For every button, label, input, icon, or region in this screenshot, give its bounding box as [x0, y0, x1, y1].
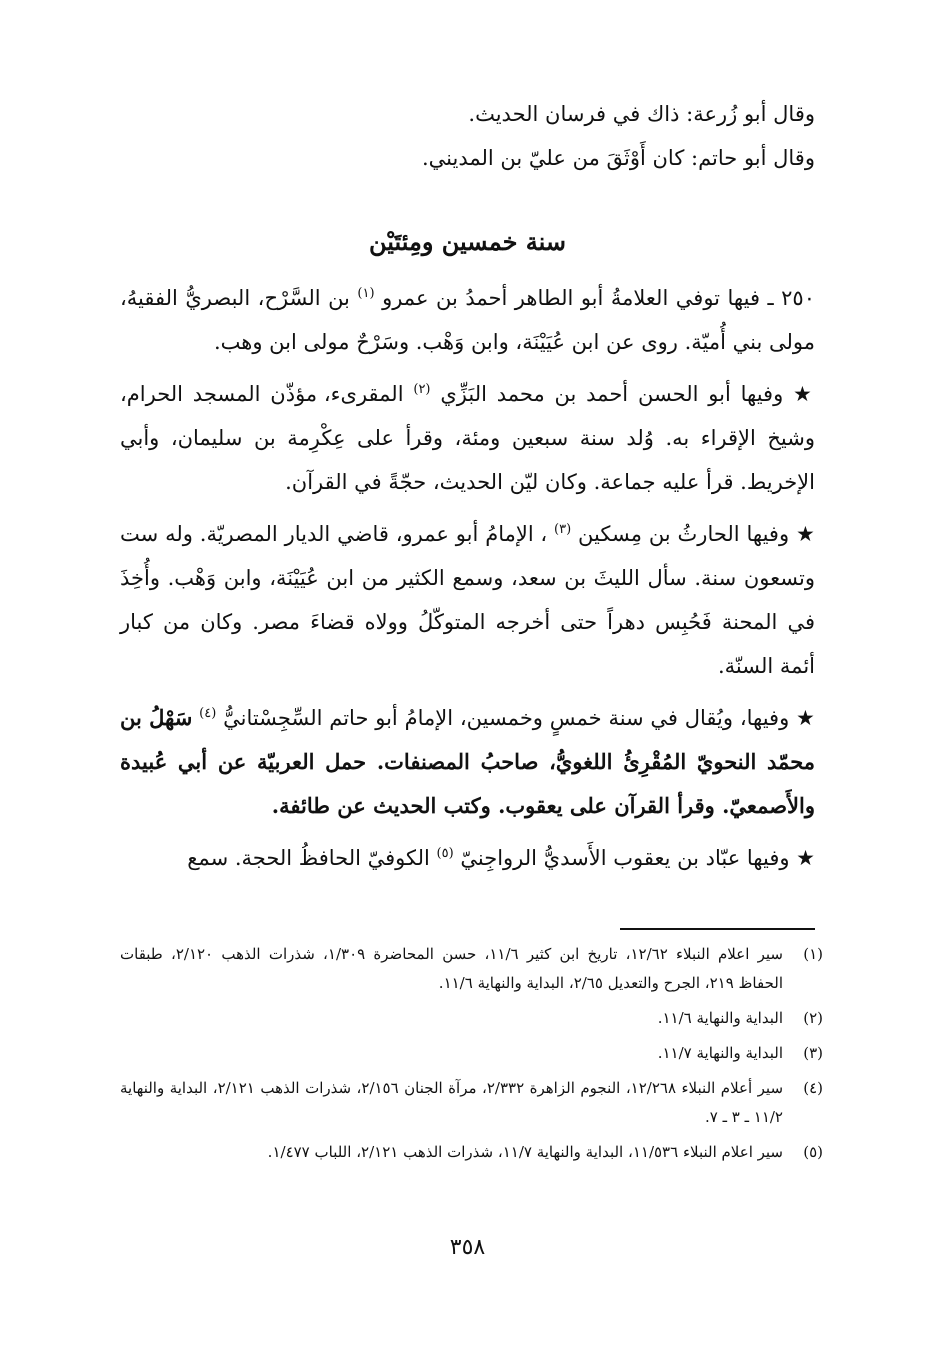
- footnote: [120, 1039, 823, 1068]
- footnote-ref: (٣): [554, 522, 572, 537]
- paragraph-text: ، الإمامُ أبو عمرو، قاضي الديار المصريّة. وله ست وتسعون سنة. سأل الليثَ بن سعد، وسمع الكثير من ابن عُيَيْنَة، وابن وَهْب. وأُخِذَ في المحنة فَحُبِس دهراً حتى أخرجه المتوكّلُ وولاه قضاءَ مصر. وكان من كبار أئمة السنّة.: [120, 522, 815, 678]
- footnote-text: سير اعلام النبلاء ١١/٥٣٦، البداية والنهاية ١١/٧، شذرات الذهب ٢/١٢١، اللباب ١/٤٧٧.: [267, 1143, 783, 1161]
- paragraph-text: ★ وفيها الحارثُ بن مِسكين: [578, 522, 815, 546]
- paragraph-harith: [120, 512, 815, 688]
- footnote-text: البداية والنهاية ١١/٧.: [657, 1044, 783, 1062]
- paragraph-entry-250: [120, 276, 815, 364]
- footnote-number: (٥): [803, 1143, 823, 1161]
- footnote: [120, 1138, 823, 1167]
- paragraph-text: الكوفيّ الحافظُ الحجة. سمع: [187, 846, 430, 870]
- paragraph-abbad: [120, 836, 815, 880]
- footnote: [120, 940, 823, 998]
- paragraph-text: سَهْلُ بن محمّد النحويّ المُقْرِئُ اللغويُّ، صاحبُ المصنفات. حمل العربيّة عن أبي عُبيدة والأَصمعيّ. وقرأ القرآن على يعقوب. وكتب الحديث عن طائفة.: [120, 705, 815, 818]
- footnote-text: سير أعلام النبلاء ١٢/٢٦٨، النجوم الزاهرة ٢/٣٣٢، مرآة الجنان ٢/١٥٦، شذرات الذهب ٢/١٢١، البداية والنهاية ١١/٢ ـ ٣ ـ ٧.: [120, 1079, 784, 1126]
- paragraph-text: ★ وفيها، ويُقال في سنة خمسٍ وخمسين، الإمامُ أبو حاتم السِّجِسْتانيُّ: [223, 706, 815, 730]
- footnote: [120, 1004, 823, 1033]
- footnote-number: (٣): [803, 1044, 823, 1062]
- footnote-ref: (١): [357, 286, 375, 301]
- footnote-number: (١): [803, 945, 823, 963]
- paragraph-text: المقرىء، مؤذّن المسجد الحرام، وشيخ الإقراء به. وُلد سنة سبعين ومئة، وقرأ على عِكْرِمة بن سليمان، وأبي الإخريط. قرأ عليه جماعة. وكان ليّن الحديث، حجّةً في القرآن.: [120, 382, 815, 494]
- footnote-ref: (٤): [199, 706, 217, 721]
- footnote-number: (٤): [803, 1079, 823, 1097]
- paragraph-text: ٢٥٠ ـ فيها توفي العلامةُ أبو الطاهر أحمدُ بن عمرو: [382, 286, 815, 310]
- footnote-divider: [620, 928, 815, 930]
- paragraph-text: ★ وفيها عبّاد بن يعقوب الأَسديُّ الرواجِنيّ: [460, 846, 815, 870]
- footnote-text: سير اعلام النبلاء ١٢/٦٢، تاريخ ابن كثير ١١/٦، حسن المحاضرة ١/٣٠٩، شذرات الذهب ٢/١٢٠، طبقات الحفاظ ٢١٩، الجرح والتعديل ٢/٦٥، البداية والنهاية ١١/٦.: [120, 945, 783, 992]
- intro-line: وقال أبو زُرعة: ذاك في فرسان الحديث.: [468, 102, 815, 126]
- paragraph-text: بن السَّرْح، البصريُّ الفقيهُ، مولى بني أُميّة. روى عن ابن عُيَيْنَة، وابن وَهْب. وسَرْحٌ مولى ابن وهب.: [120, 286, 815, 354]
- intro-quotes: [120, 92, 815, 180]
- footnote-text: البداية والنهاية ١١/٦.: [657, 1009, 783, 1027]
- paragraph-sijistani: [120, 696, 815, 828]
- page-number: ٣٥٨: [449, 1235, 486, 1260]
- footnote: [120, 1074, 823, 1132]
- intro-line: وقال أبو حاتم: كان أَوْثَقَ من عليّ بن المديني.: [421, 146, 815, 170]
- footnotes: [120, 940, 823, 1173]
- footnote-ref: (٢): [413, 382, 431, 397]
- footnote-ref: (٥): [436, 846, 454, 861]
- main-text: [120, 276, 815, 886]
- footnote-number: (٢): [803, 1009, 823, 1027]
- section-heading: سنة خمسين ومِئتَيْن: [368, 227, 566, 256]
- paragraph-text: ★ وفيها أبو الحسن أحمد بن محمد البَزِّي: [440, 382, 815, 406]
- paragraph-bazzi: [120, 372, 815, 504]
